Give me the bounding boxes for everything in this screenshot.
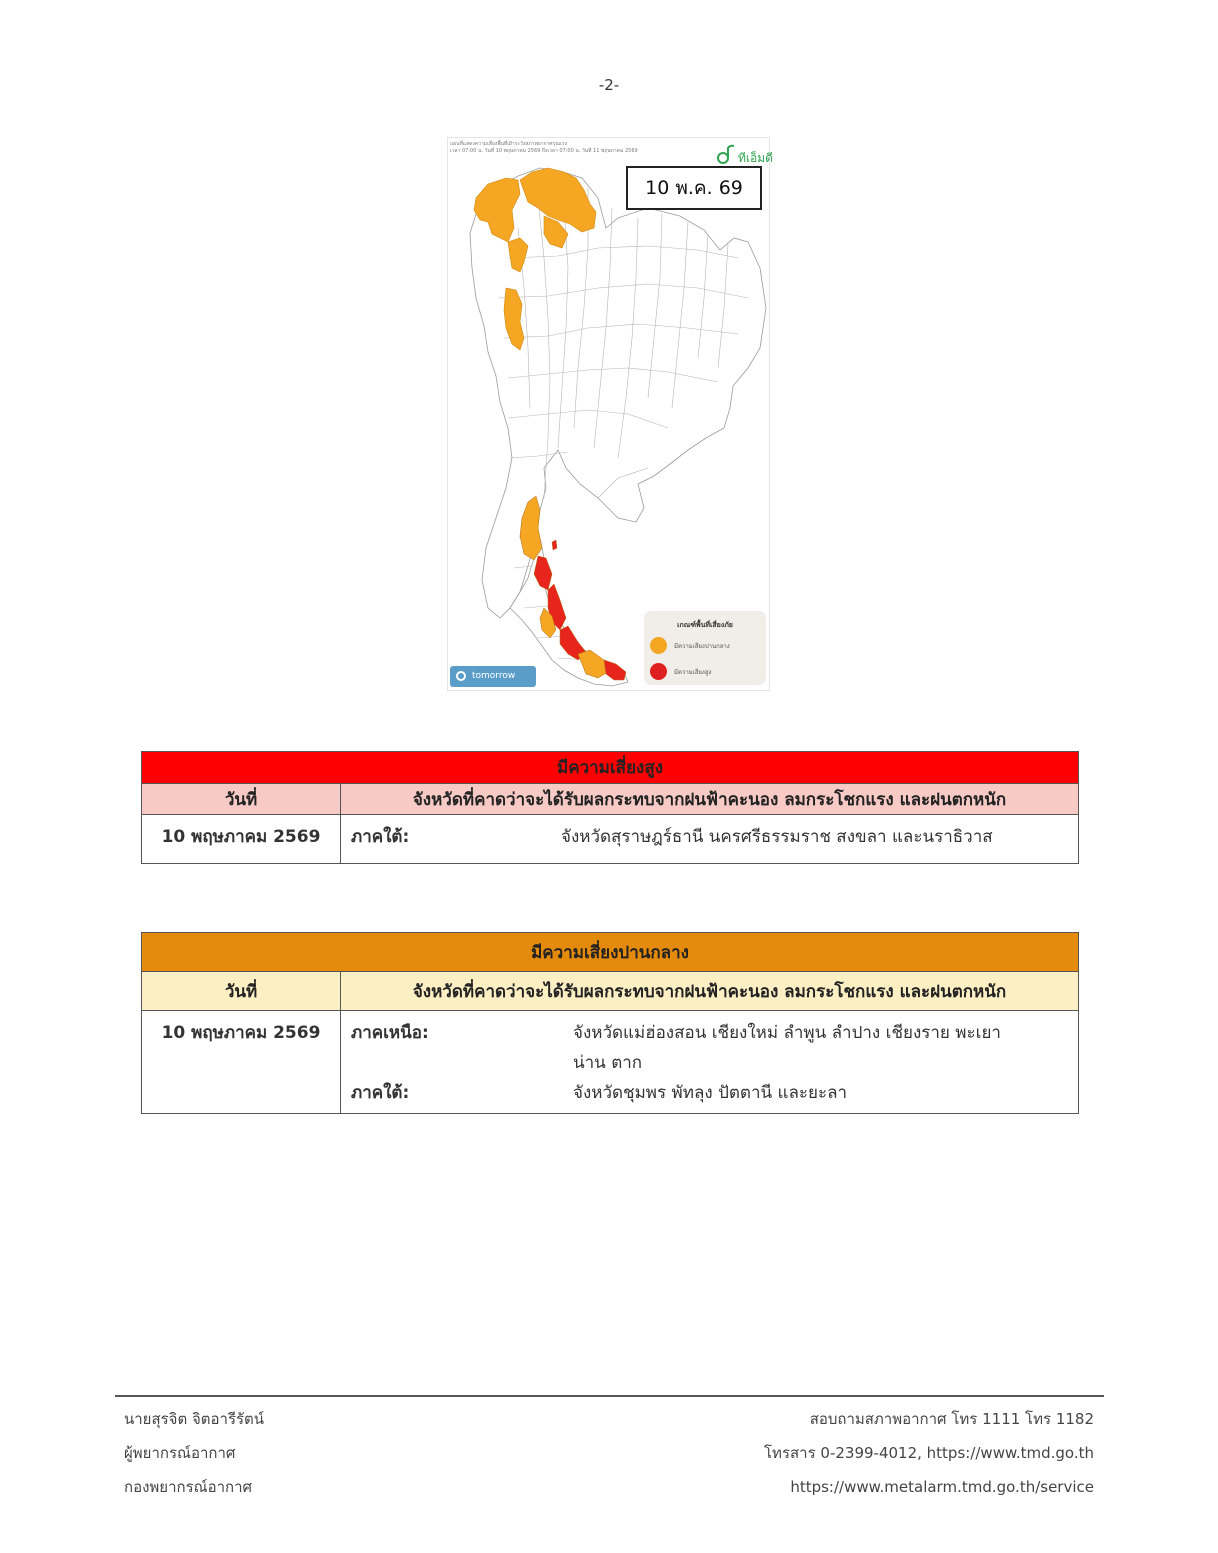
tmd-logo-text: ทีเอ็มดี [738, 151, 773, 165]
region-row-south [341, 1075, 1078, 1107]
red-dot-icon [650, 663, 667, 680]
moderate-risk-date: 10 พฤษภาคม 2569 [142, 1011, 341, 1114]
tomorrow-logo-icon [456, 671, 466, 681]
footer-fax: โทรสาร 0-2399-4012, https://www.tmd.go.th [764, 1444, 1094, 1462]
high-risk-table [141, 751, 1079, 864]
region-name-south: ภาคใต้: [351, 1083, 410, 1103]
thailand-mainland [470, 168, 766, 618]
map-legend [644, 611, 766, 685]
risk-map [447, 137, 773, 691]
region-provinces-north-cont: น่าน ตาก [573, 1053, 643, 1073]
map-heading-line1: แผนที่แสดงความเสี่ยงพื้นที่เฝ้าระวังสภาพอากาศรุนแรง [450, 141, 568, 147]
map-heading [450, 141, 700, 155]
footer-name: นายสุรจิต จิตอารีรัตน์ [124, 1410, 265, 1428]
region-provinces: จังหวัดสุราษฎร์ธานี นครศรีธรรมราช สงขลา และนราธิวาส [561, 827, 993, 847]
legend-label-high: มีความเสี่ยงสูง [674, 669, 712, 676]
high-risk-col-date: วันที่ [142, 784, 341, 815]
footer-division: กองพยากรณ์อากาศ [124, 1478, 253, 1496]
island-high [552, 540, 557, 550]
footer-phone: สอบถามสภาพอากาศ โทร 1111 โทร 1182 [809, 1410, 1094, 1428]
moderate-risk-title: มีความเสี่ยงปานกลาง [142, 933, 1079, 972]
region-name-north: ภาคเหนือ: [351, 1023, 429, 1043]
moderate-risk-col-provinces: จังหวัดที่คาดว่าจะได้รับผลกระทบจากฝนฟ้าคะนอง ลมกระโชกแรง และฝนตกหนัก [341, 972, 1079, 1011]
orange-dot-icon [650, 637, 667, 654]
thailand-map [448, 138, 769, 690]
moderate-risk-table [141, 932, 1079, 1114]
legend-label-moderate: มีความเสี่ยงปานกลาง [674, 643, 730, 650]
high-risk-date: 10 พฤษภาคม 2569 [142, 815, 341, 864]
map-date-label: 10 พ.ค. 69 [626, 166, 762, 210]
map-heading-line2: เวลา 07:00 น. วันที่ 10 พฤษภาคม 2569 ถึงเวลา 07:00 น. วันที่ 11 พฤษภาคม 2569 [450, 148, 638, 154]
tomorrow-label: tomorrow [472, 671, 516, 681]
high-risk-title: มีความเสี่ยงสูง [142, 752, 1079, 784]
footer-position: ผู้พยากรณ์อากาศ [124, 1444, 236, 1462]
footer-contact [764, 1402, 1094, 1504]
region-name: ภาคใต้: [351, 827, 410, 847]
region-row-north [341, 1011, 1078, 1043]
moderate-risk-col-date: วันที่ [142, 972, 341, 1011]
tmd-logo-icon [716, 144, 773, 166]
region-row [341, 815, 1078, 855]
tomorrow-badge [450, 666, 536, 687]
legend-title: เกณฑ์พื้นที่เสี่ยงภัย [677, 621, 733, 629]
high-risk-detail [341, 815, 1079, 864]
footer-signature [124, 1402, 264, 1504]
region-provinces-north: จังหวัดแม่ฮ่องสอน เชียงใหม่ ลำพูน ลำปาง เชียงราย พะเยา [573, 1023, 1001, 1043]
page-number: -2- [598, 76, 620, 94]
footer-url: https://www.metalarm.tmd.go.th/service [790, 1478, 1094, 1496]
region-row-north-cont [341, 1043, 1078, 1075]
high-risk-col-provinces: จังหวัดที่คาดว่าจะได้รับผลกระทบจากฝนฟ้าคะนอง ลมกระโชกแรง และฝนตกหนัก [341, 784, 1079, 815]
moderate-risk-detail [341, 1011, 1079, 1114]
footer-divider [115, 1395, 1104, 1397]
region-provinces-south: จังหวัดชุมพร พัทลุง ปัตตานี และยะลา [573, 1083, 848, 1103]
